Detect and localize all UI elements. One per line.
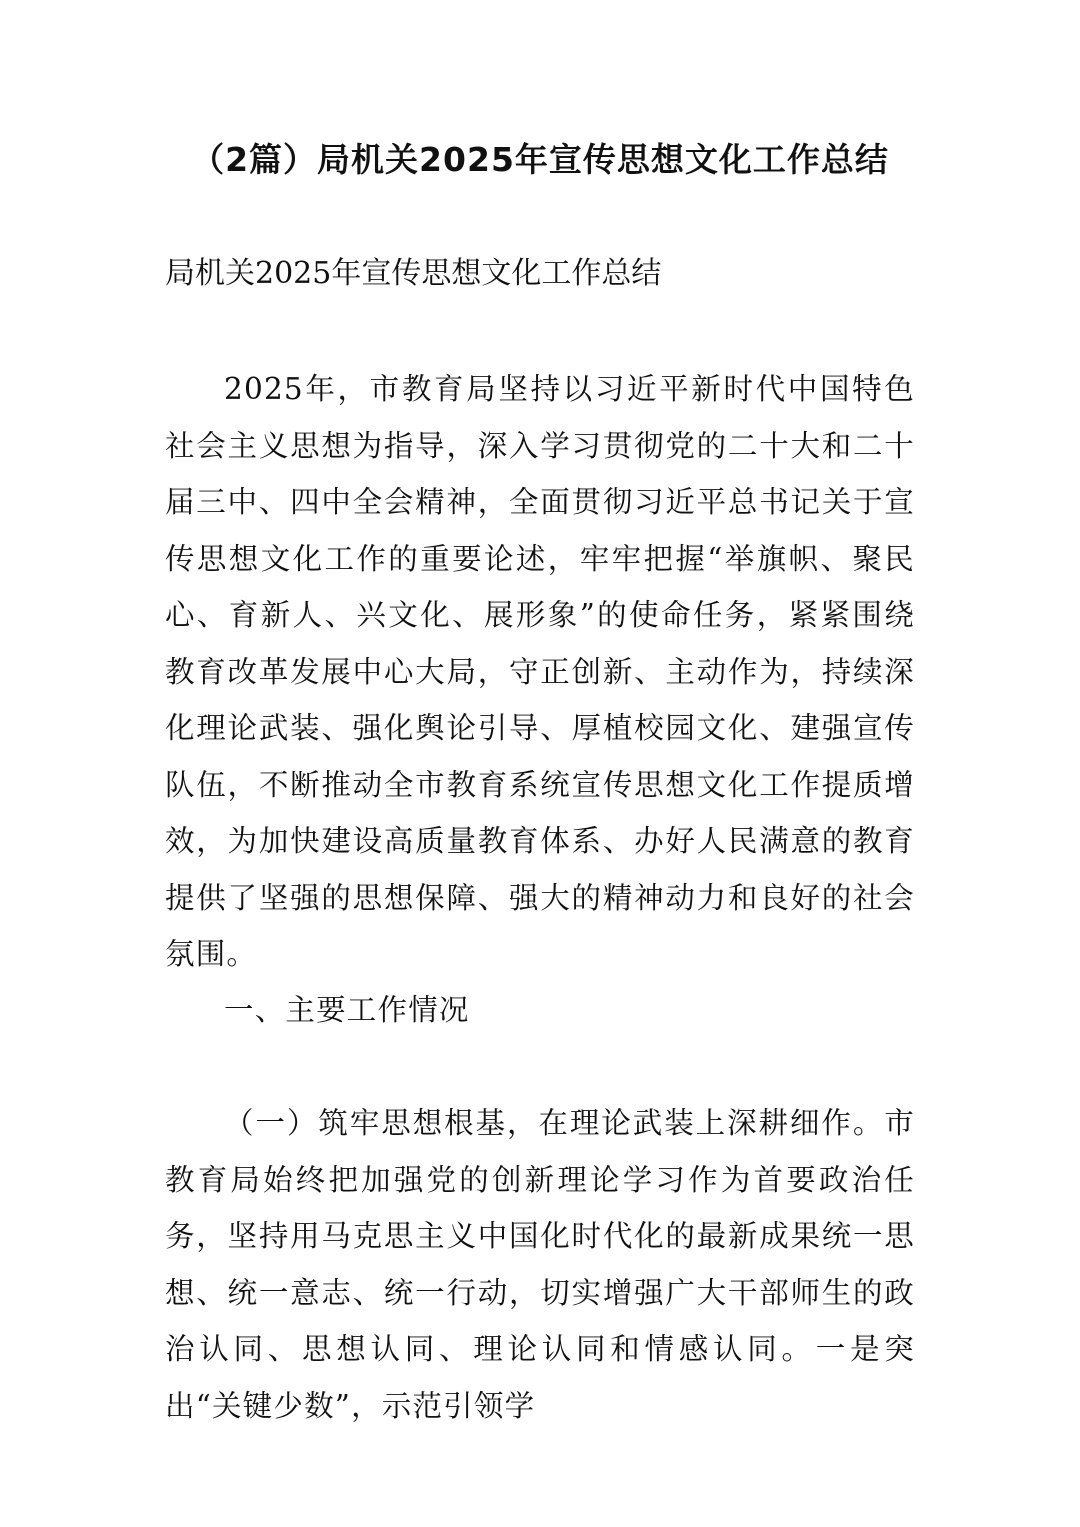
document-subtitle: 局机关2025年宣传思想文化工作总结 — [165, 256, 662, 291]
intro-paragraph: 2025年，市教育局坚持以习近平新时代中国特色社会主义思想为指导，深入学习贯彻党的二十大和二十届三中、四中全会精神，全面贯彻习近平总书记关于宣传思想文化工作的重要论述，牢牢把握“举旗帜、聚民心、育新人、兴文化、展形象”的使命任务，紧紧围绕教育改革发展中心大局，守正创新、主动作为，持续深化理论武装、强化舆论引导、厚植校园文化、建强宣传队伍，不断推动全市教育系统宣传思想文化工作提质增效，为加快建设高质量教育体系、办好人民满意的教育提供了坚强的思想保障、强大的精神动力和良好的社会氛围。 — [165, 372, 915, 971]
section-one-paragraph: （一）筑牢思想根基，在理论武装上深耕细作。市教育局始终把加强党的创新理论学习作为首要政治任务，坚持用马克思主义中国化时代化的最新成果统一思想、统一意志、统一行动，切实增强广大干部师生的政治认同、思想认同、理论认同和情感认同。一是突出“关键少数”，示范引领学 — [165, 1106, 915, 1423]
document-title: （2篇）局机关2025年宣传思想文化工作总结 — [191, 140, 889, 179]
section-heading: 一、主要工作情况 — [224, 993, 470, 1027]
